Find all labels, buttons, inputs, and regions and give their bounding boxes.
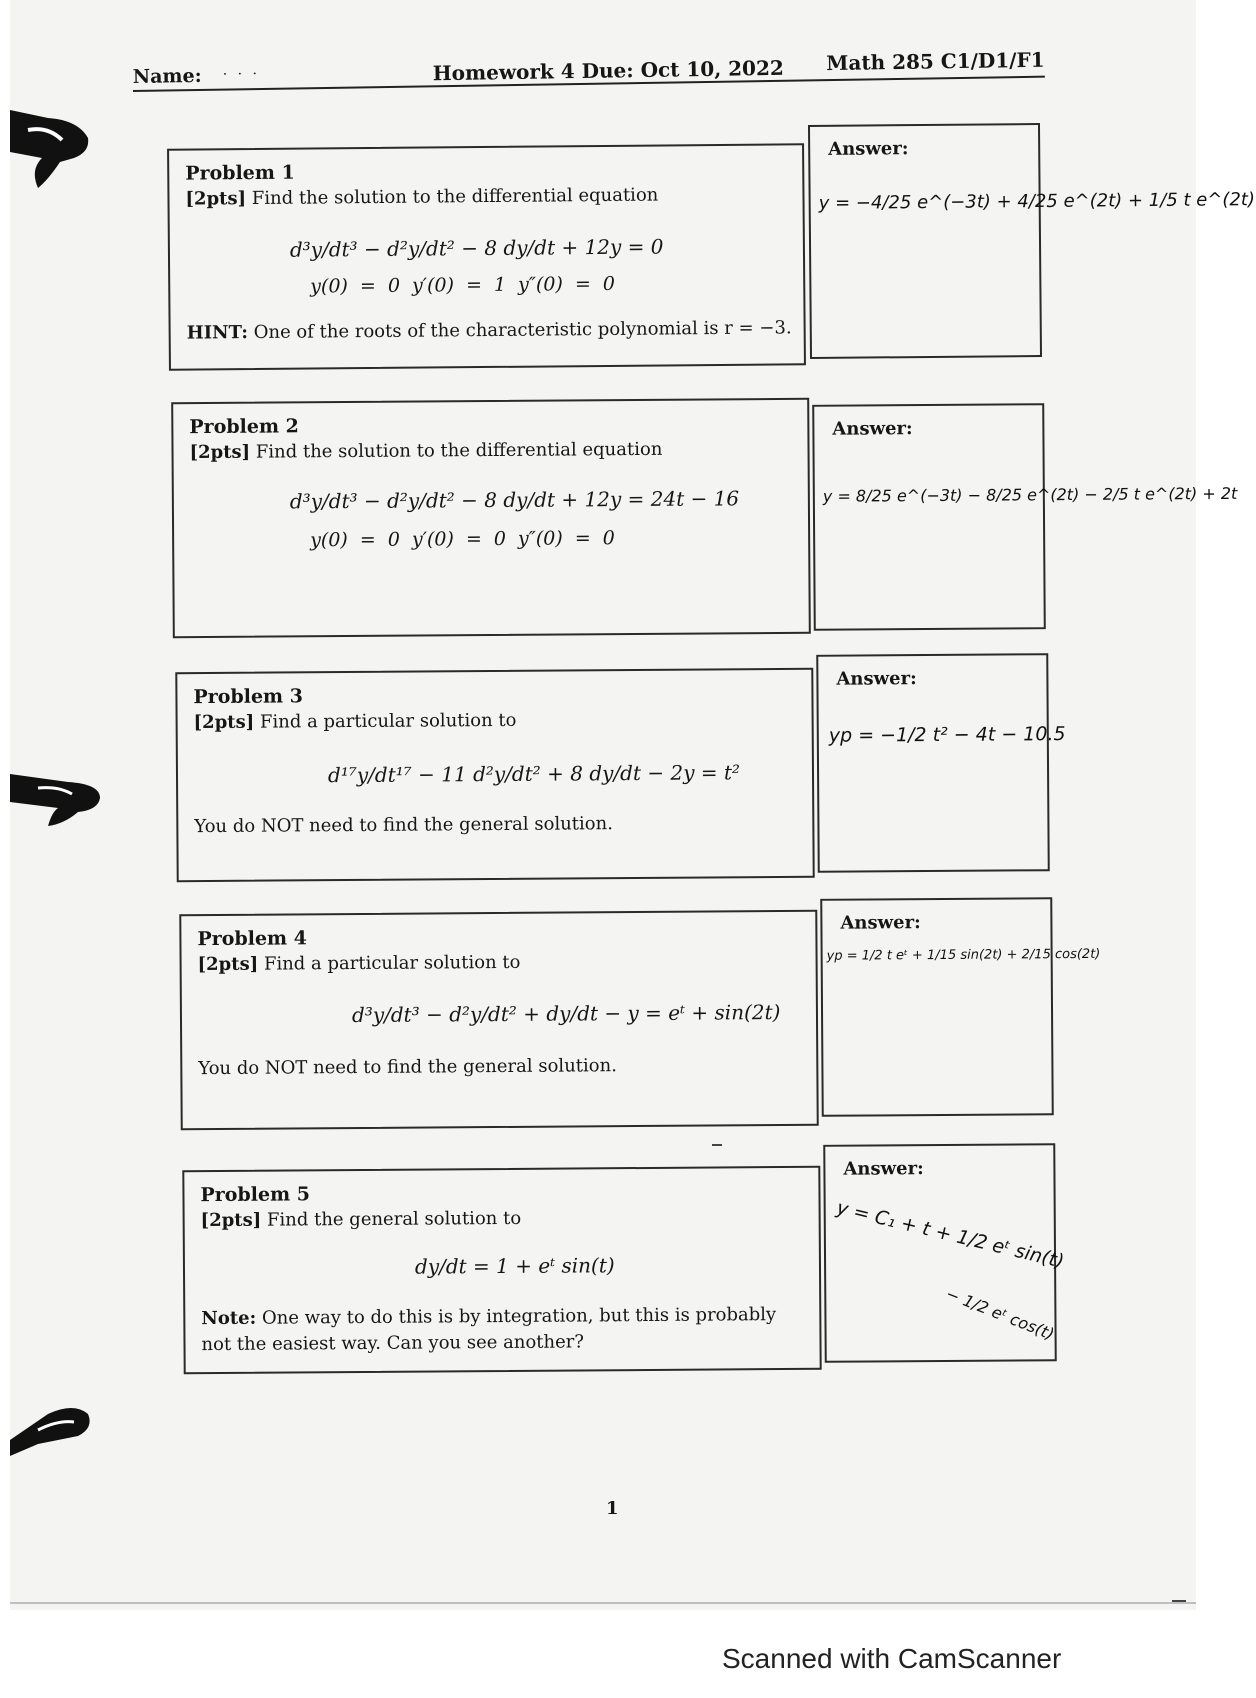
handwritten-answer-line: − 1/2 eᵗ cos(t)	[943, 1283, 1057, 1344]
problem-title: Problem 2	[189, 415, 299, 439]
note-text: Note: One way to do this is by integration, but this is probably not the easiest way. Can you see another?	[201, 1304, 777, 1356]
differential-equation: d³y/dt³ − d²y/dt² − 8 dy/dt + 12y = 24t − 16	[289, 486, 740, 514]
instruction-text: You do NOT need to find the general solution.	[194, 813, 613, 838]
problem-title: Problem 3	[193, 685, 304, 709]
problem-title: Problem 4	[197, 927, 308, 951]
differential-equation: d³y/dt³ − d²y/dt² + dy/dt − y = eᵗ + sin(2t)	[351, 1000, 781, 1028]
problem-4-box	[179, 910, 818, 1130]
answer-label: Answer:	[832, 418, 913, 440]
answer-label: Answer:	[836, 668, 917, 690]
handwritten-answer: y = 8/25 e^(−3t) − 8/25 e^(2t) − 2/5 t e^(2t) + 2t	[822, 483, 1238, 506]
problem-1-box	[167, 143, 806, 371]
camscanner-watermark: Scanned with CamScanner	[722, 1643, 1062, 1674]
problem-prompt: [2pts] Find a particular solution to	[193, 709, 517, 734]
differential-equation: d³y/dt³ − d²y/dt² − 8 dy/dt + 12y = 0	[289, 234, 664, 262]
scan-speck	[1172, 1600, 1186, 1602]
problem-prompt: [2pts] Find the general solution to	[200, 1207, 522, 1232]
problem-title: Problem 5	[200, 1183, 311, 1207]
answer-label: Answer:	[828, 138, 909, 160]
binder-clip-mark-icon	[8, 100, 98, 192]
handwritten-answer: yp = −1/2 t² − 4t − 10.5	[828, 723, 1066, 747]
binder-clip-mark-icon	[8, 1400, 98, 1460]
instruction-text: You do NOT need to find the general solution.	[198, 1055, 617, 1080]
answer-box-1	[808, 123, 1256, 359]
initial-conditions: y(0) = 0 y′(0) = 0 y″(0) = 0	[310, 527, 615, 552]
handwritten-answer-line: y = C₁ + t + 1/2 eᵗ sin(t)	[834, 1196, 1067, 1273]
name-blank: . . .	[222, 62, 261, 79]
handwritten-answer: y = −4/25 e^(−3t) + 4/25 e^(2t) + 1/5 t e^(2t)	[818, 189, 1256, 214]
answer-box-5	[823, 1143, 1067, 1363]
scan-speck	[712, 1144, 722, 1146]
handwritten-answer	[834, 1195, 1067, 1344]
problem-prompt: [2pts] Find a particular solution to	[197, 951, 521, 976]
homework-title: Homework 4 Due: Oct 10, 2022	[432, 55, 784, 86]
problem-5-box	[182, 1166, 821, 1374]
problem-title: Problem 1	[185, 161, 295, 185]
course-code: Math 285 C1/D1/F1	[826, 47, 1045, 76]
problem-prompt: [2pts] Find the solution to the differential equation	[189, 438, 663, 464]
answer-label: Answer:	[840, 912, 921, 934]
differential-equation: d¹⁷y/dt¹⁷ − 11 d²y/dt² + 8 dy/dt − 2y = t²	[327, 760, 741, 788]
initial-conditions: y(0) = 0 y′(0) = 1 y″(0) = 0	[310, 272, 616, 298]
binder-clip-mark-icon	[8, 768, 108, 828]
hint-text: HINT: One of the roots of the characteristic polynomial is r = −3.	[186, 317, 792, 344]
handwritten-answer: yp = 1/2 t eᵗ + 1/15 sin(2t) + 2/15 cos(2t)	[826, 946, 1101, 964]
answer-box-2	[812, 403, 1238, 631]
problem-2-box	[171, 398, 811, 638]
answer-box-4	[820, 897, 1101, 1117]
problem-3-box	[175, 668, 814, 882]
name-label: Name:	[132, 64, 202, 89]
problem-prompt: [2pts] Find the solution to the differential equation	[185, 184, 659, 210]
page-number: 1	[606, 1498, 619, 1519]
answer-label: Answer:	[843, 1158, 924, 1180]
answer-box-3	[816, 653, 1066, 873]
page-edge	[10, 1602, 1196, 1604]
differential-equation: dy/dt = 1 + eᵗ sin(t)	[414, 1253, 615, 1279]
